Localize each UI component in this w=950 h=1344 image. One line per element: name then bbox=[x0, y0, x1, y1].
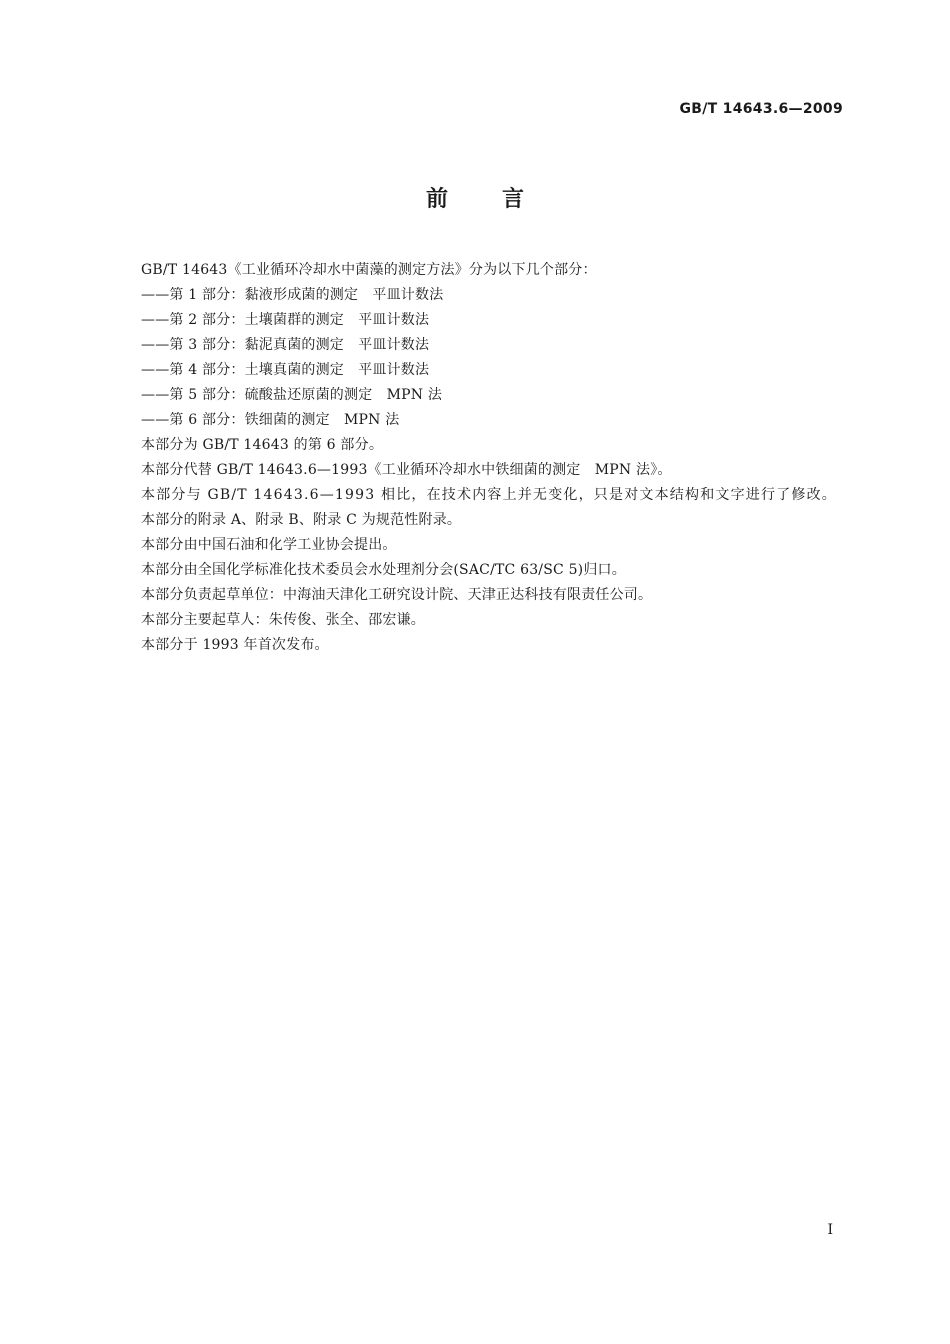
part-list-item: ——第 2 部分：土壤菌群的测定 平皿计数法 bbox=[141, 312, 430, 328]
body-paragraph: 本部分为 GB/T 14643 的第 6 部分。 bbox=[141, 437, 384, 453]
body-paragraph: 本部分代替 GB/T 14643.6—1993《工业循环冷却水中铁细菌的测定 MPN 法》。 bbox=[141, 462, 672, 478]
body-paragraph: 本部分由全国化学标准化技术委员会水处理剂分会(SAC/TC 63/SC 5)归口。 bbox=[141, 562, 626, 578]
page-title: 前言 bbox=[425, 187, 578, 212]
body-paragraph: 本部分于 1993 年首次发布。 bbox=[141, 637, 329, 653]
body-paragraph: 本部分主要起草人：朱传俊、张全、邵宏谦。 bbox=[141, 612, 425, 628]
body-paragraph: 本部分由中国石油和化学工业协会提出。 bbox=[141, 537, 397, 553]
foreword-body bbox=[108, 258, 843, 658]
part-list-item: ——第 6 部分：铁细菌的测定 MPN 法 bbox=[141, 412, 400, 428]
part-list-item: ——第 1 部分：黏液形成菌的测定 平皿计数法 bbox=[141, 287, 444, 303]
intro-paragraph: GB/T 14643《工业循环冷却水中菌藻的测定方法》分为以下几个部分： bbox=[141, 262, 597, 278]
part-list-item: ——第 3 部分：黏泥真菌的测定 平皿计数法 bbox=[141, 337, 430, 353]
standard-code: GB/T 14643.6—2009 bbox=[679, 101, 843, 117]
body-paragraph: 本部分与 GB/T 14643.6—1993 相比，在技术内容上并无变化，只是对文本结构和文字进行了修改。 bbox=[141, 487, 837, 503]
page-number: I bbox=[827, 1222, 833, 1238]
part-list-item: ——第 4 部分：土壤真菌的测定 平皿计数法 bbox=[141, 362, 430, 378]
body-paragraph: 本部分的附录 A、附录 B、附录 C 为规范性附录。 bbox=[141, 512, 462, 528]
body-paragraph: 本部分负责起草单位：中海油天津化工研究设计院、天津正达科技有限责任公司。 bbox=[141, 587, 653, 603]
part-list-item: ——第 5 部分：硫酸盐还原菌的测定 MPN 法 bbox=[141, 387, 443, 403]
